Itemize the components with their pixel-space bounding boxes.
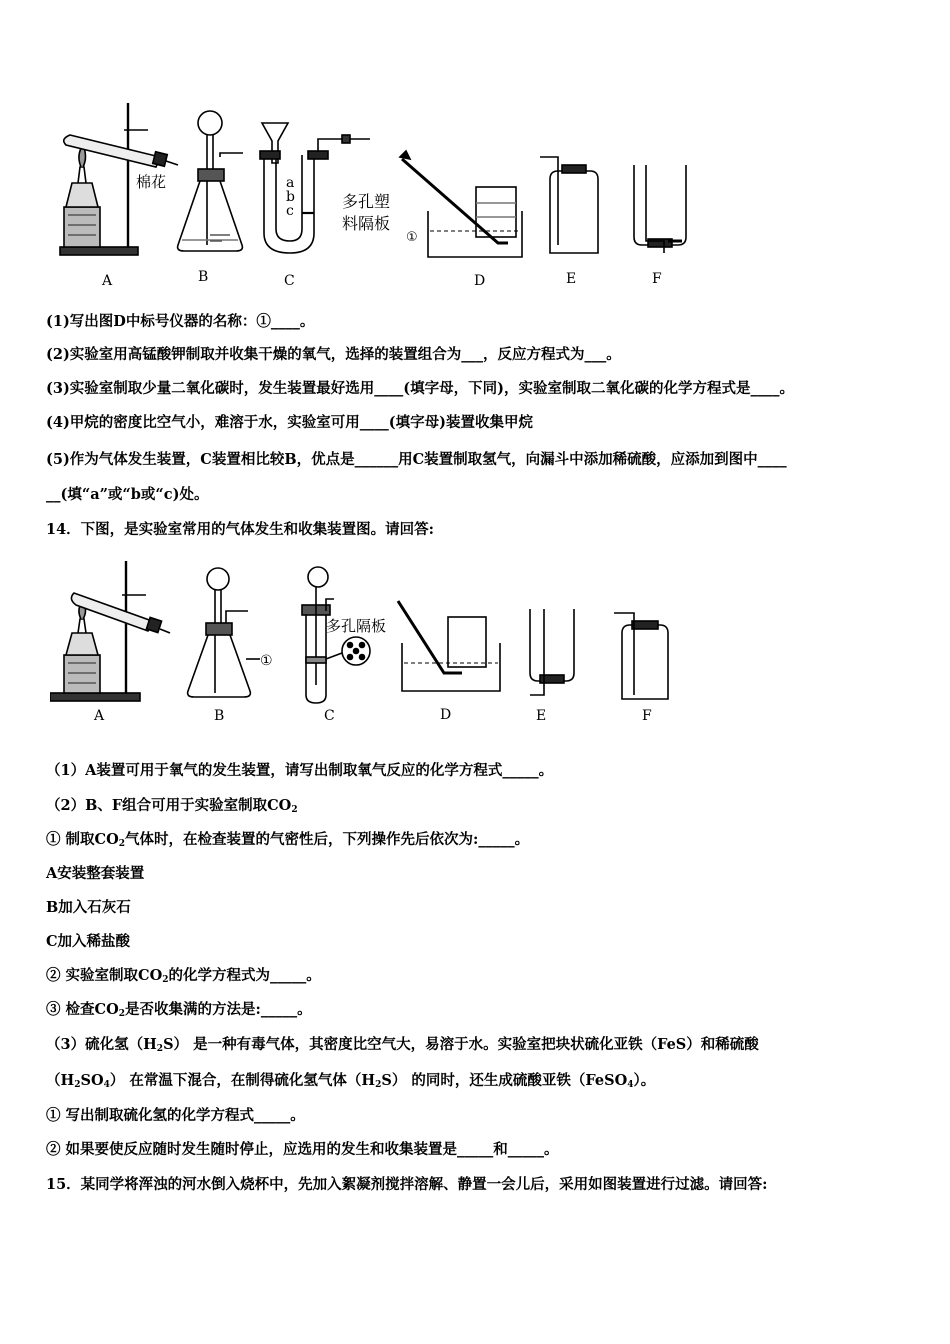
q14-sub-2-text: （2）B、F组合可用于实验室制取CO	[46, 797, 292, 814]
q14-sub-2b-pre: ② 实验室制取CO	[46, 967, 163, 984]
q14-sub-3-l2-sub4: 4	[627, 1080, 634, 1090]
apparatus-figure-2-svg	[50, 555, 690, 735]
q14-sub-3-l2-c: ） 在常温下混合，在制得硫化氢气体（H	[109, 1072, 376, 1089]
q14-option-b: B加入石灰石	[46, 899, 131, 916]
porous-plate-label-1: 多孔塑	[342, 192, 391, 211]
thistle-bulb-b	[198, 111, 222, 135]
q13-part-4: (4)甲烷的密度比空气小，难溶于水，实验室可用____(填字母)装置收集甲烷	[46, 414, 534, 431]
q13-part-3: (3)实验室制取少量二氧化碳时，发生装置最好选用____(填字母，下同)，实验室制取二氧化碳的化学方程式是____。	[46, 380, 795, 397]
q14-option-a: A安装整套装置	[46, 865, 145, 882]
q14-sub-2a	[46, 830, 529, 854]
fig2-label-c: C	[324, 708, 335, 724]
fig2-label-b: B	[214, 708, 225, 724]
bulb-c2	[308, 567, 328, 587]
q14-sub-2c-subscript: 2	[118, 1009, 125, 1019]
marker-1-label-d: ①	[406, 230, 418, 245]
alcohol-lamp-a	[66, 183, 98, 207]
q14-sub-3-l1-b: S） 是一种有毒气体，其密度比空气大，易溶于水。实验室把块状硫化亚铁（FeS）和稀硫酸	[163, 1036, 759, 1053]
q14-sub-3a: ① 写出制取硫化氢的化学方程式_____。	[46, 1107, 305, 1124]
q14-sub-3-l2-b: SO	[80, 1072, 104, 1089]
q14-sub-3-l2-a: （H	[46, 1072, 75, 1089]
q14-sub-3-l1-sub: 2	[156, 1044, 164, 1054]
stopper-b	[198, 169, 224, 181]
q13-part-5-continued: __(填“a”或“b或“c)处。	[46, 486, 209, 503]
fig1-label-f: F	[652, 271, 662, 287]
q14-title: 14．下图，是实验室常用的气体发生和收集装置图。请回答:	[46, 521, 435, 538]
q14-sub-2a-subscript: 2	[118, 839, 125, 849]
alcohol-lamp-a2	[66, 633, 98, 655]
conical-flask-b2	[188, 635, 251, 697]
q14-sub-3-line-1	[46, 1035, 759, 1059]
q14-sub-1: （1）A装置可用于氧气的发生装置，请写出制取氧气反应的化学方程式_____。	[46, 762, 554, 779]
q14-sub-3b: ② 如果要使反应随时发生随时停止，应选用的发生和收集装置是_____和_____。	[46, 1141, 559, 1158]
q14-sub-3-line-2	[46, 1071, 655, 1095]
fig2-label-d: D	[440, 707, 452, 723]
q15-title: 15．某同学将浑浊的河水倒入烧杯中，先加入絮凝剂搅拌溶解、静置一会儿后，采用如图装置进行过滤。请回答:	[46, 1176, 768, 1193]
porous-plate-label-2: 料隔板	[342, 214, 391, 233]
stand-base-a2	[50, 693, 140, 701]
q14-sub-2c	[46, 1000, 312, 1024]
porous-plate-label-2: 多孔隔板	[326, 617, 387, 635]
fig2-label-f: F	[642, 708, 652, 724]
fig1-label-a: A	[102, 273, 113, 289]
fig2-label-a: A	[94, 708, 105, 724]
q14-sub-2b-post: 的化学方程式为_____。	[168, 967, 321, 984]
q14-sub-3-l2-sub1: 2	[74, 1080, 81, 1090]
gas-bottle-f	[634, 165, 686, 245]
q14-sub-3-l2-d: S） 的同时，还生成硫酸亚铁（FeSO	[381, 1072, 628, 1089]
q14-sub-3-l2-sub3: 2	[375, 1080, 382, 1090]
wood-block-a	[64, 207, 100, 247]
q14-sub-2a-post: 气体时，在检查装置的气密性后，下列操作先后依次为:_____。	[125, 831, 530, 848]
q14-sub-2b	[46, 966, 321, 990]
stopper-b2	[206, 623, 232, 635]
q14-sub-2-subscript: 2	[291, 805, 298, 815]
long-tube-e	[540, 157, 558, 245]
cotton-label: 棉花	[136, 173, 167, 191]
water-trough-d	[428, 211, 522, 257]
marker-1-label-b2: ①	[260, 653, 273, 669]
q14-sub-3-l2-sub2: 4	[103, 1080, 110, 1090]
letter-c-label: c	[286, 203, 294, 219]
apparatus-figure-1	[50, 95, 700, 295]
q14-sub-2c-pre: ③ 检查CO	[46, 1001, 119, 1018]
test-tube-a	[64, 135, 160, 167]
fig1-label-b: B	[198, 269, 209, 285]
fig1-label-e: E	[566, 271, 577, 287]
fig1-label-c: C	[284, 273, 295, 289]
fig1-label-d: D	[474, 273, 486, 289]
gas-bottle-f2	[622, 625, 668, 699]
gas-bottle-e2	[530, 609, 574, 681]
q14-sub-3-l2-e: ）。	[633, 1072, 656, 1089]
gas-cylinder-d2	[448, 617, 486, 667]
q14-sub-2b-subscript: 2	[162, 975, 169, 985]
fig2-label-e: E	[536, 708, 547, 724]
apparatus-figure-1-svg	[50, 95, 700, 295]
wood-block-a2	[64, 655, 100, 693]
q14-sub-2a-pre: ① 制取CO	[46, 831, 119, 848]
letter-b-label: b	[286, 189, 295, 205]
q13-part-5: (5)作为气体发生装置，C装置相比较B，优点是______用C装置制取氢气，向漏斗中添加稀硫酸，应添加到图中____	[46, 451, 787, 468]
q13-part-1: (1)写出图D中标号仪器的名称：①____。	[46, 313, 315, 330]
apparatus-figure-2	[50, 555, 690, 735]
q14-sub-2c-post: 是否收集满的方法是:_____。	[125, 1001, 312, 1018]
q14-sub-3-l1-a: （3）硫化氢（H	[46, 1036, 157, 1053]
q14-sub-2	[46, 796, 298, 820]
letter-a-label: a	[286, 175, 295, 191]
thistle-bulb-b2	[207, 568, 229, 590]
q13-part-2: (2)实验室用高锰酸钾制取并收集干燥的氧气，选择的装置组合为___，反应方程式为___。	[46, 346, 621, 363]
stand-base-a	[60, 247, 138, 255]
q14-option-c: C加入稀盐酸	[46, 933, 131, 950]
